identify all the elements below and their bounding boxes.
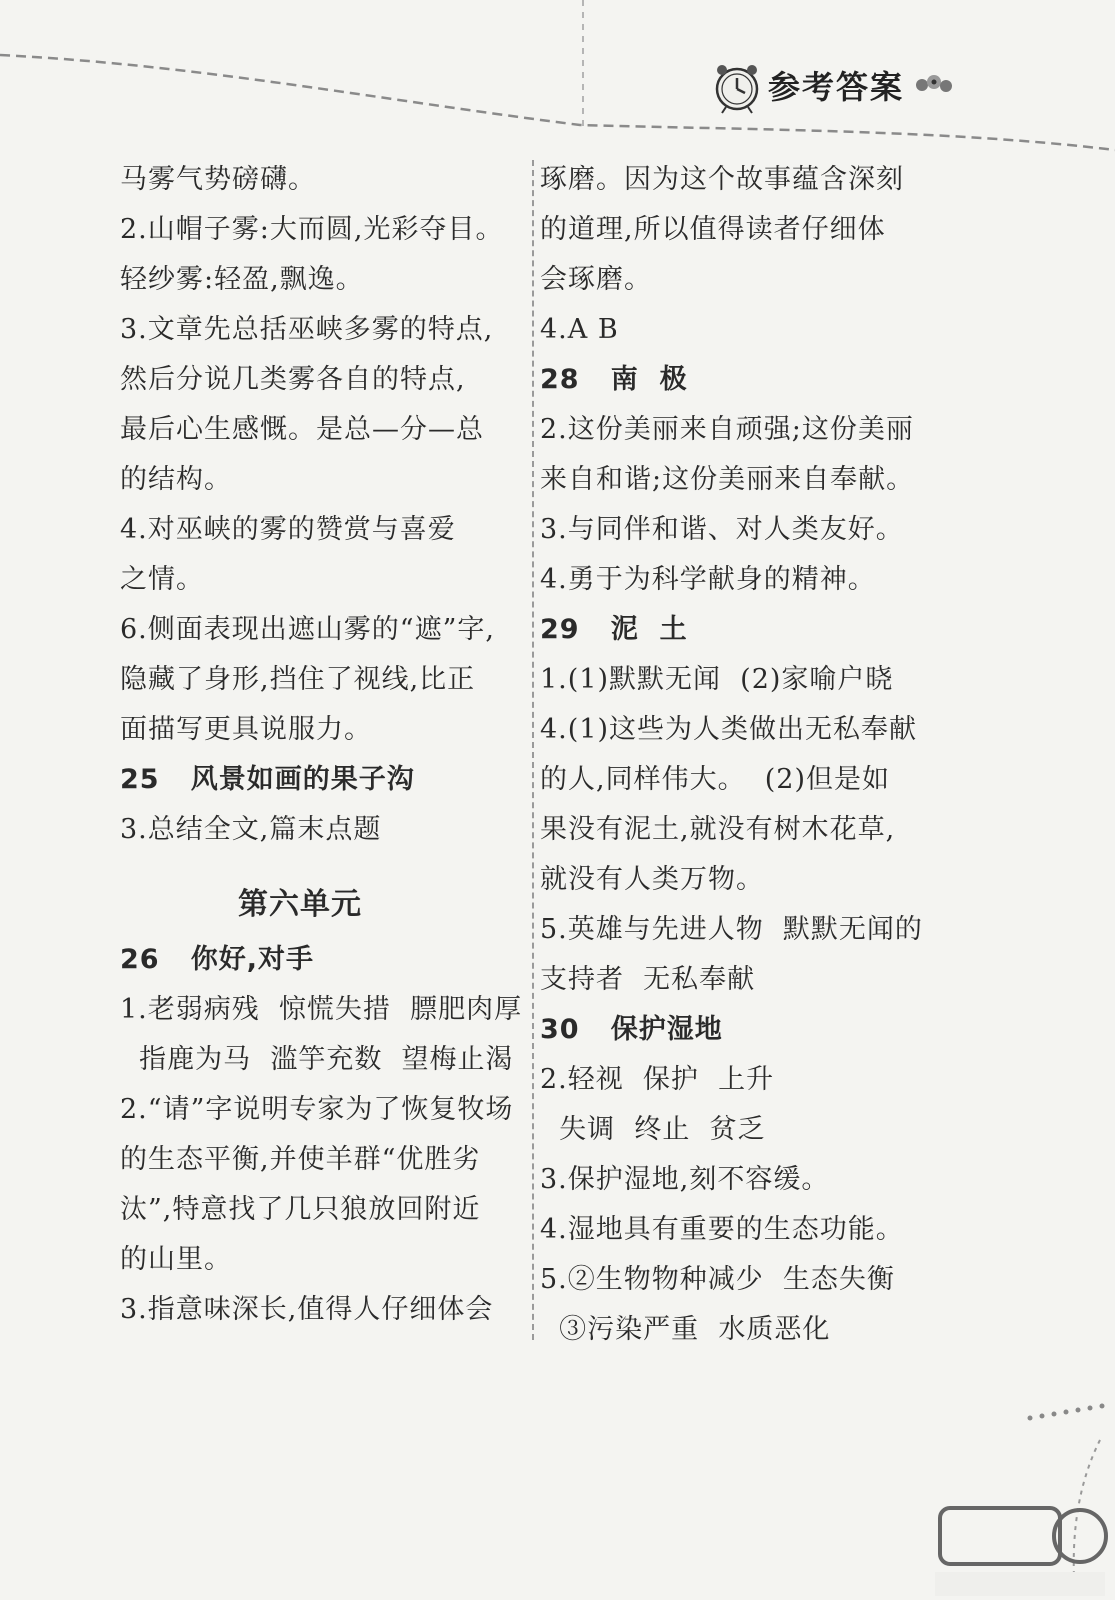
lesson-heading: 28 南 极 — [540, 364, 688, 395]
watermark-logo — [930, 1500, 1110, 1600]
answer-line: 3.文章先总括巫峡多雾的特点, — [120, 314, 494, 345]
column-divider — [532, 160, 534, 1340]
answer-line: 会琢磨。 — [540, 264, 652, 295]
answer-line: 4.湿地具有重要的生态功能。 — [540, 1214, 904, 1245]
answer-line: 4.勇于为科学献身的精神。 — [540, 564, 876, 595]
answer-line: 的结构。 — [120, 464, 232, 495]
answer-line: 3.总结全文,篇末点题 — [120, 814, 382, 845]
answer-line: 之情。 — [120, 564, 204, 595]
page-header-title: 参考答案 — [768, 68, 905, 106]
answer-line: 5.英雄与先进人物 默默无闻的 — [540, 914, 923, 945]
unit-title: 第六单元 — [238, 887, 362, 922]
answer-line: 2.山帽子雾:大而圆,光彩夺目。 — [120, 214, 504, 245]
right-answer-column — [540, 155, 940, 1355]
answer-line: 2.这份美丽来自顽强;这份美丽 — [540, 414, 914, 445]
answer-line: 1.(1)默默无闻 (2)家喻户晓 — [540, 664, 894, 695]
alarm-clock-icon — [710, 60, 764, 114]
lesson-heading: 26 你好,对手 — [120, 944, 315, 975]
lesson-heading: 25 风景如画的果子沟 — [120, 764, 415, 795]
lesson-heading: 30 保护湿地 — [540, 1014, 723, 1045]
answer-line: 最后心生感慨。是总—分—总 — [120, 414, 484, 445]
answer-line: 马雾气势磅礴。 — [120, 164, 316, 195]
answer-line: 4.(1)这些为人类做出无私奉献 — [540, 714, 918, 745]
lesson-heading: 29 泥 土 — [540, 614, 688, 645]
answer-line: 5.②生物物种减少 生态失衡 — [540, 1264, 895, 1295]
answer-line: 3.指意味深长,值得人仔细体会 — [120, 1294, 494, 1325]
answer-line: 隐藏了身形,挡住了视线,比正 — [120, 664, 476, 695]
answer-line: 然后分说几类雾各自的特点, — [120, 364, 466, 395]
answer-line: 1.老弱病残 惊慌失措 膘肥肉厚 — [120, 994, 523, 1025]
answer-line: 琢磨。因为这个故事蕴含深刻 — [540, 164, 904, 195]
answer-line: 3.与同伴和谐、对人类友好。 — [540, 514, 904, 545]
flower-decoration-icon — [912, 70, 956, 100]
answer-line: 3.保护湿地,刻不容缓。 — [540, 1164, 830, 1195]
answer-line: 的人,同样伟大。 (2)但是如 — [540, 764, 890, 795]
answer-line: 就没有人类万物。 — [540, 864, 764, 895]
answer-line: 2.轻视 保护 上升 — [540, 1064, 775, 1095]
answer-line: 面描写更具说服力。 — [120, 714, 372, 745]
answer-line: 来自和谐;这份美丽来自奉献。 — [540, 464, 915, 495]
answer-line: 4.对巫峡的雾的赞赏与喜爱 — [120, 514, 456, 545]
answer-line: 4.A B — [540, 314, 619, 345]
answer-line: ③污染严重 水质恶化 — [540, 1314, 831, 1345]
answer-line: 果没有泥土,就没有树木花草, — [540, 814, 896, 845]
answer-line: 2.“请”字说明专家为了恢复牧场 — [120, 1094, 514, 1125]
answer-line: 的生态平衡,并使羊群“优胜劣 — [120, 1144, 481, 1175]
answer-line: 的山里。 — [120, 1244, 232, 1275]
left-answer-column — [120, 155, 523, 1335]
answer-line: 支持者 无私奉献 — [540, 964, 756, 995]
answer-line: 失调 终止 贫乏 — [540, 1114, 766, 1145]
answer-line: 轻纱雾:轻盈,飘逸。 — [120, 264, 364, 295]
answer-line: 的道理,所以值得读者仔细体 — [540, 214, 886, 245]
answer-line: 汰”,特意找了几只狼放回附近 — [120, 1194, 481, 1225]
answer-line: 指鹿为马 滥竽充数 望梅止渴 — [120, 1044, 514, 1075]
answer-line: 6.侧面表现出遮山雾的“遮”字, — [120, 614, 495, 645]
